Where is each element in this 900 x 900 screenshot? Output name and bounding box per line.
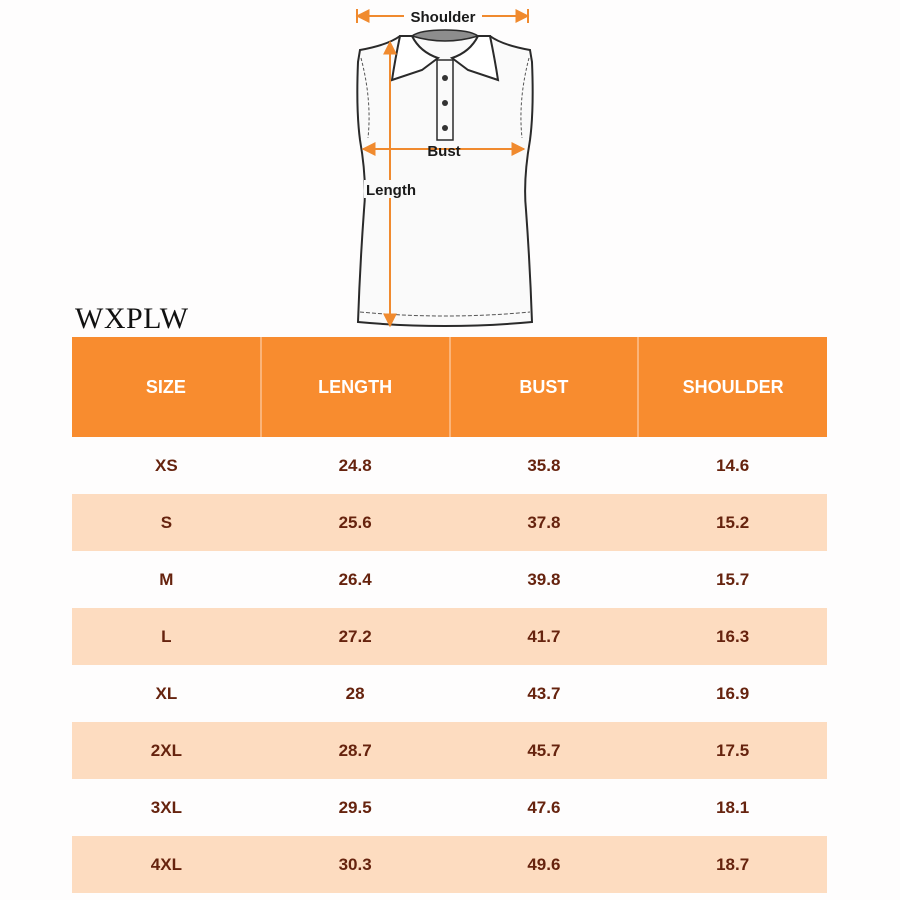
size-cell: S xyxy=(72,494,261,551)
size-cell: L xyxy=(72,608,261,665)
shoulder-cell: 15.7 xyxy=(638,551,827,608)
bust-cell: 41.7 xyxy=(450,608,639,665)
size-cell: 3XL xyxy=(72,779,261,836)
bust-cell: 43.7 xyxy=(450,665,639,722)
length-label: Length xyxy=(366,182,416,199)
length-cell: 28.7 xyxy=(261,722,450,779)
size-cell: XS xyxy=(72,437,261,494)
shoulder-cell: 15.2 xyxy=(638,494,827,551)
size-cell: 2XL xyxy=(72,722,261,779)
bust-cell: 47.6 xyxy=(450,779,639,836)
bust-cell: 37.8 xyxy=(450,494,639,551)
table-row xyxy=(72,836,827,893)
length-cell: 29.5 xyxy=(261,779,450,836)
shirt-measurement-diagram xyxy=(340,0,550,335)
size-cell: XL xyxy=(72,665,261,722)
length-cell: 26.4 xyxy=(261,551,450,608)
table-header-row xyxy=(72,337,827,437)
bust-cell: 49.6 xyxy=(450,836,639,893)
header-shoulder: SHOULDER xyxy=(638,337,827,437)
shoulder-cell: 18.7 xyxy=(638,836,827,893)
length-cell: 24.8 xyxy=(261,437,450,494)
table-row xyxy=(72,608,827,665)
table-row xyxy=(72,494,827,551)
table-row xyxy=(72,722,827,779)
shoulder-cell: 18.1 xyxy=(638,779,827,836)
table-row xyxy=(72,437,827,494)
size-cell: M xyxy=(72,551,261,608)
table-row xyxy=(72,551,827,608)
shoulder-cell: 16.3 xyxy=(638,608,827,665)
bust-cell: 39.8 xyxy=(450,551,639,608)
length-cell: 25.6 xyxy=(261,494,450,551)
size-chart-table xyxy=(72,337,827,893)
table-row xyxy=(72,779,827,836)
header-size: SIZE xyxy=(72,337,261,437)
bust-cell: 45.7 xyxy=(450,722,639,779)
shoulder-label: Shoulder xyxy=(410,9,476,26)
length-cell: 30.3 xyxy=(261,836,450,893)
header-bust: BUST xyxy=(450,337,639,437)
length-cell: 28 xyxy=(261,665,450,722)
shoulder-cell: 17.5 xyxy=(638,722,827,779)
header-length: LENGTH xyxy=(261,337,450,437)
table-body xyxy=(72,437,827,893)
bust-cell: 35.8 xyxy=(450,437,639,494)
sleeveless-polo-shirt-icon xyxy=(357,30,532,326)
length-cell: 27.2 xyxy=(261,608,450,665)
size-cell: 4XL xyxy=(72,836,261,893)
table-row xyxy=(72,665,827,722)
shoulder-cell: 16.9 xyxy=(638,665,827,722)
shoulder-cell: 14.6 xyxy=(638,437,827,494)
brand-name: WXPLW xyxy=(75,302,189,335)
bust-label: Bust xyxy=(427,143,461,160)
